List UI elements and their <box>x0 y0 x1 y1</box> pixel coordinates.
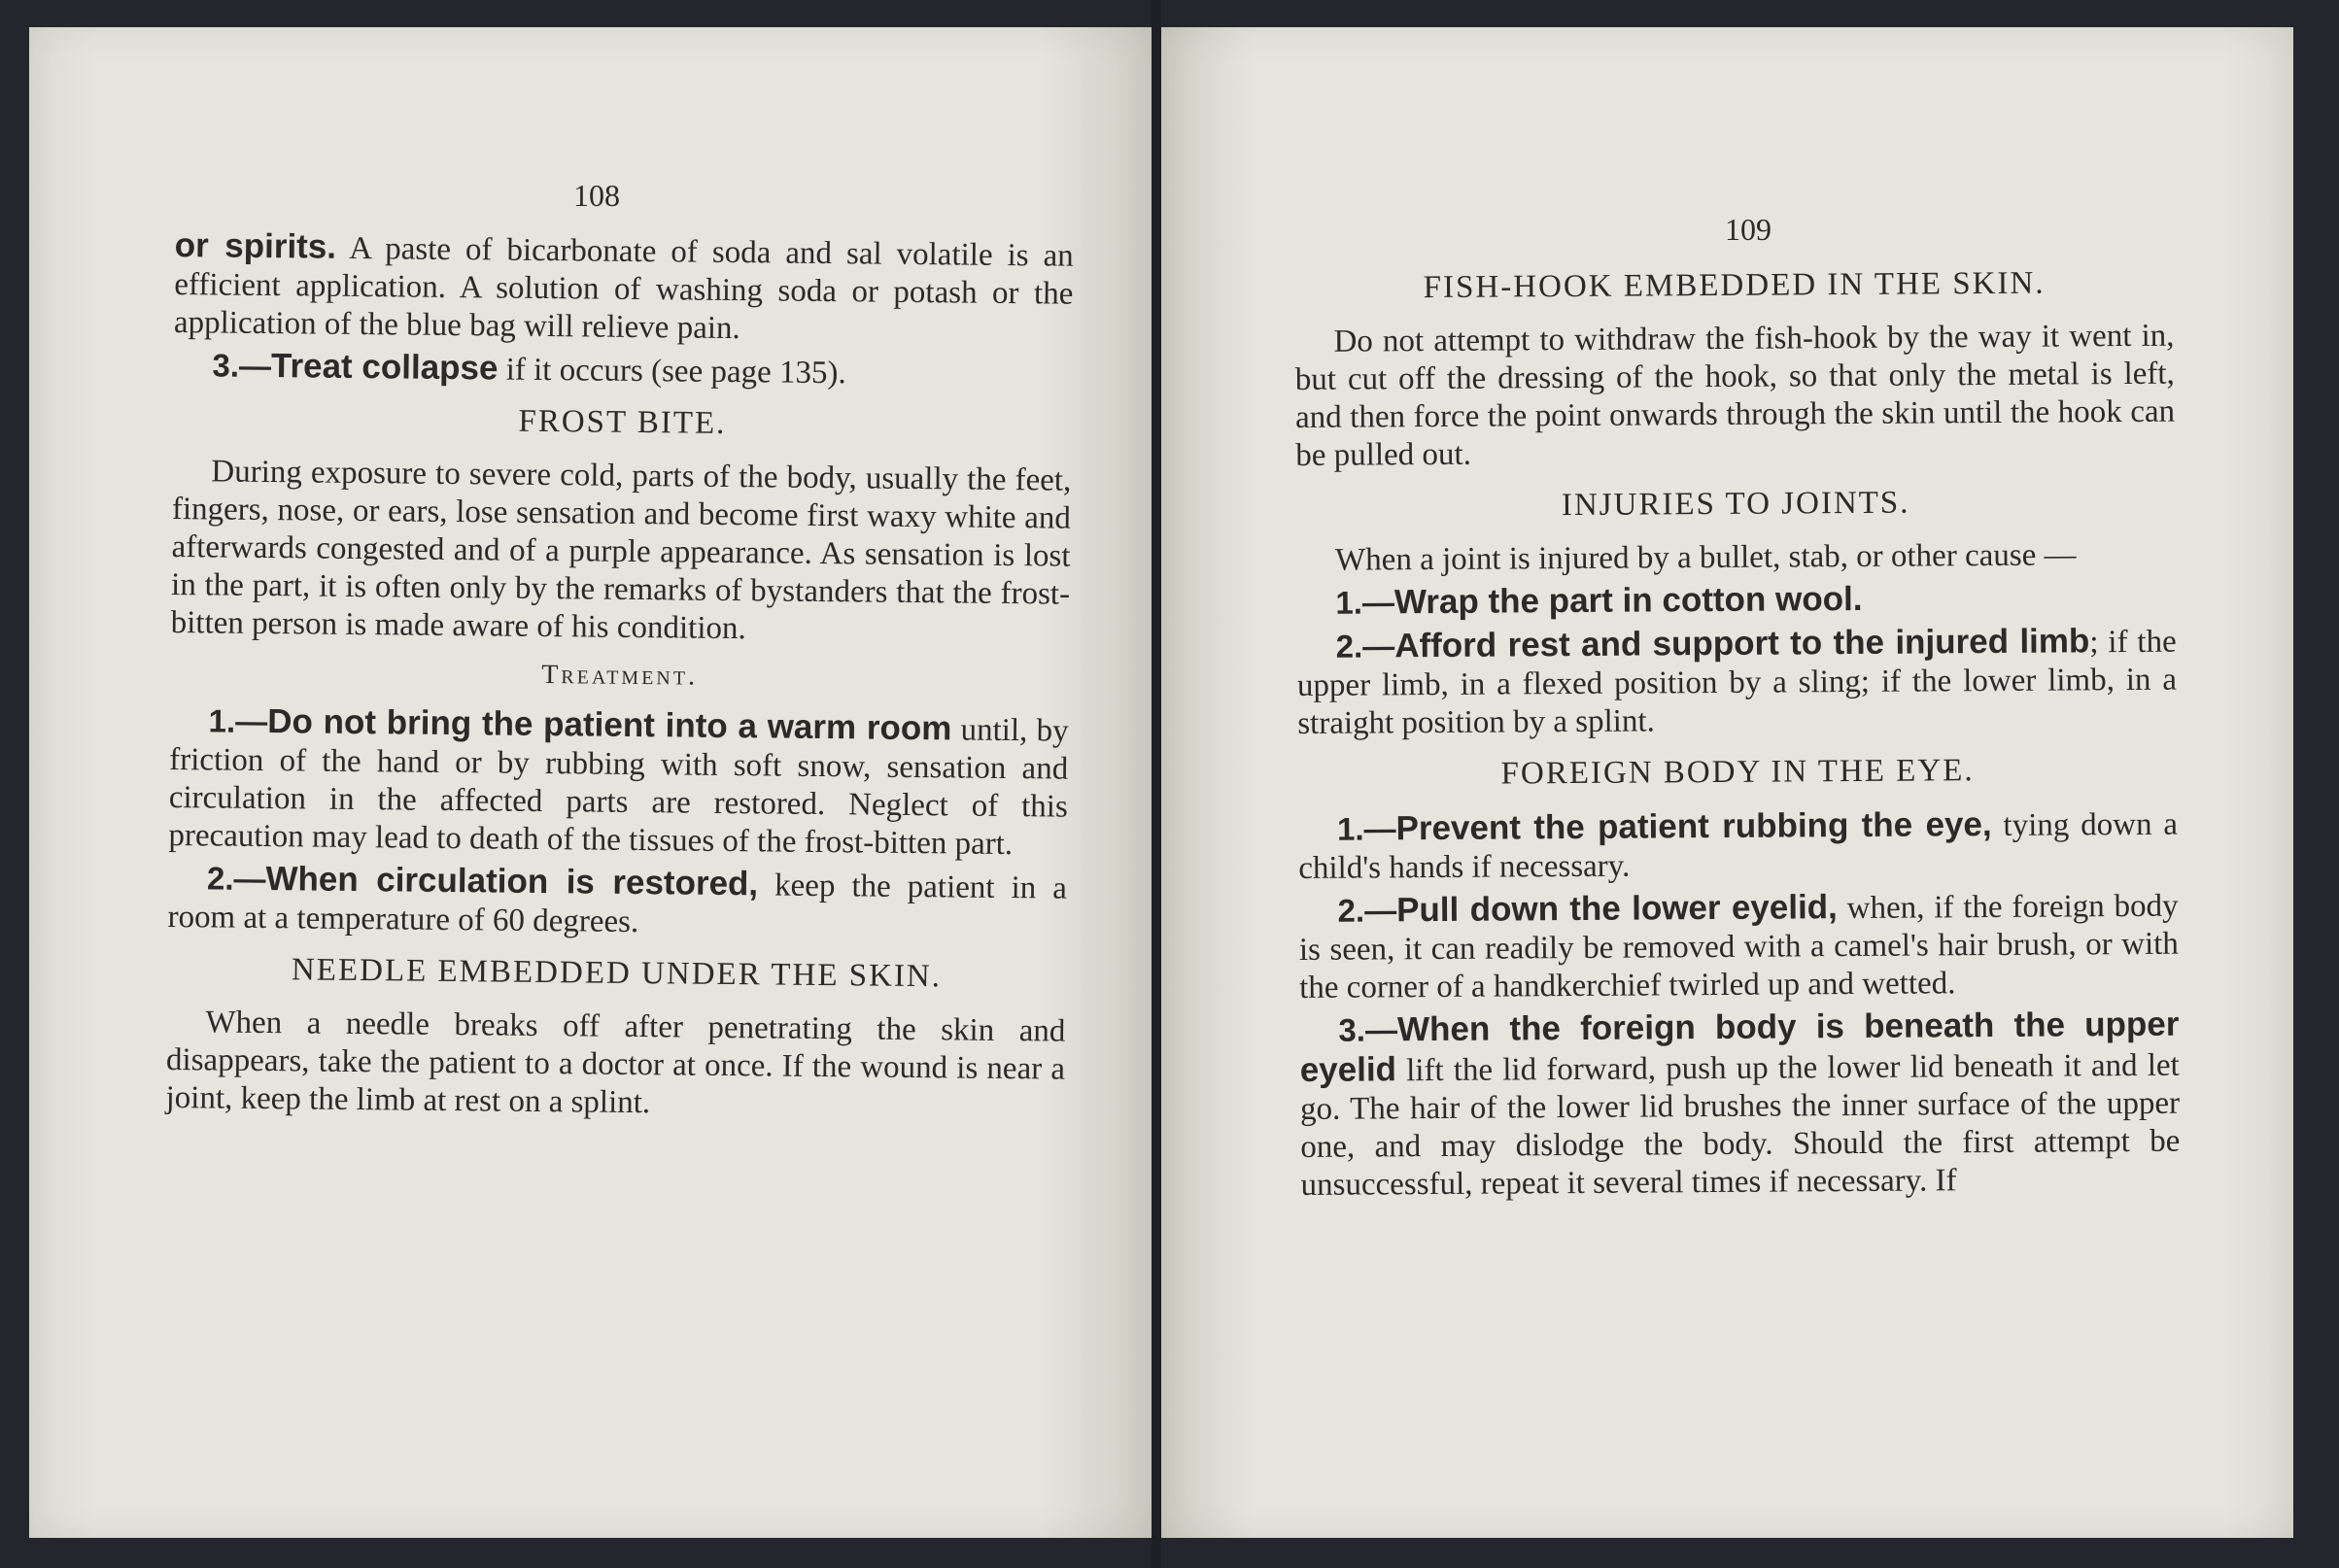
open-book <box>29 27 2293 1538</box>
frost-bite-paragraph: During exposure to severe cold, parts of the body, usually the feet, fingers, nose, or ears, lose sensation and become first waxy white and afterwards congested and of a purple appearance. As sensation is lost in the part, it is often only by the remarks of bystanders that the frost-bitten person is made aware of his condition. <box>170 454 1072 647</box>
collapse-item: 3.—Treat collapse if it occurs (see page 135). <box>212 347 846 392</box>
page-number: 108 <box>573 178 620 213</box>
section-heading-eye: FOREIGN BODY IN THE EYE. <box>1500 753 1975 792</box>
right-page <box>1161 27 2293 1538</box>
eye-item-3: 3.—When the foreign body is beneath the upper eyelid lift the lid forward, push up the lower lid beneath it and let go. The hair of the lower lid brushes the inner surface of the upper one, and may dislodge the body. Should the first attempt be unsuccessful, repeat it several times if necessary. If <box>1299 1005 2181 1203</box>
book-gutter <box>1152 0 1161 1568</box>
left-page-content <box>165 226 1074 1127</box>
joints-item-2: 2.—Afford rest and support to the injured limb; if the upper limb, in a flexed position by a sling; if the lower limb, in a straight position by a splint. <box>1296 622 2178 741</box>
left-page <box>29 27 1152 1538</box>
page-number: 109 <box>1725 212 1771 247</box>
section-heading-frost-bite: FROST BITE. <box>518 403 727 441</box>
section-heading-needle: NEEDLE EMBEDDED UNDER THE SKIN. <box>291 952 943 995</box>
section-heading-fish-hook: FISH-HOOK EMBEDDED IN THE SKIN. <box>1423 265 2046 306</box>
continued-paragraph: or spirits. A paste of bicarbonate of soda and sal volatile is an efficient application. A solution of washing soda or potash or the application of the blue bag will relieve pain. <box>173 226 1074 347</box>
eye-item-1: 1.—Prevent the patient rubbing the eye, tying down a child's hands if necessary. <box>1298 805 2179 886</box>
treatment-item-1: 1.—Do not bring the patient into a warm room until, by friction of the hand or by rubbing with soft snow, sensation and circulation in the affected parts are restored. Neglect of this precaution may lead to death of the tissues of the frost-bitten part. <box>168 702 1069 863</box>
joints-item-1: 1.—Wrap the part in cotton wool. <box>1335 579 1863 622</box>
right-page-content <box>1294 264 2181 1205</box>
needle-paragraph: When a needle breaks off after penetrating the skin and disappears, take the patient to a doctor at once. If the wound is near a joint, keep the limb at rest on a splint. <box>165 1005 1066 1121</box>
section-heading-joints: INJURIES TO JOINTS. <box>1561 485 1910 524</box>
bold-phrase: or spirits. <box>174 226 337 266</box>
eye-item-2: 2.—Pull down the lower eyelid, when, if the foreign body is seen, it can readily be removed with a camel's hair brush, or with the corner of a handkerchief twirled up and wetted. <box>1298 888 2179 1006</box>
treatment-heading: Treatment. <box>541 659 699 692</box>
fish-hook-paragraph: Do not attempt to withdraw the fish-hook by the way it went in, but cut off the dressing of the hook, so that only the metal is left, and then force the point onwards through the skin until the hook can be pulled out. <box>1294 318 2176 473</box>
joints-paragraph: When a joint is injured by a bullet, stab, or other cause — <box>1334 537 2077 578</box>
treatment-item-2: 2.—When circulation is restored, keep the patient in a room at a temperature of 60 degrees. <box>167 860 1068 940</box>
